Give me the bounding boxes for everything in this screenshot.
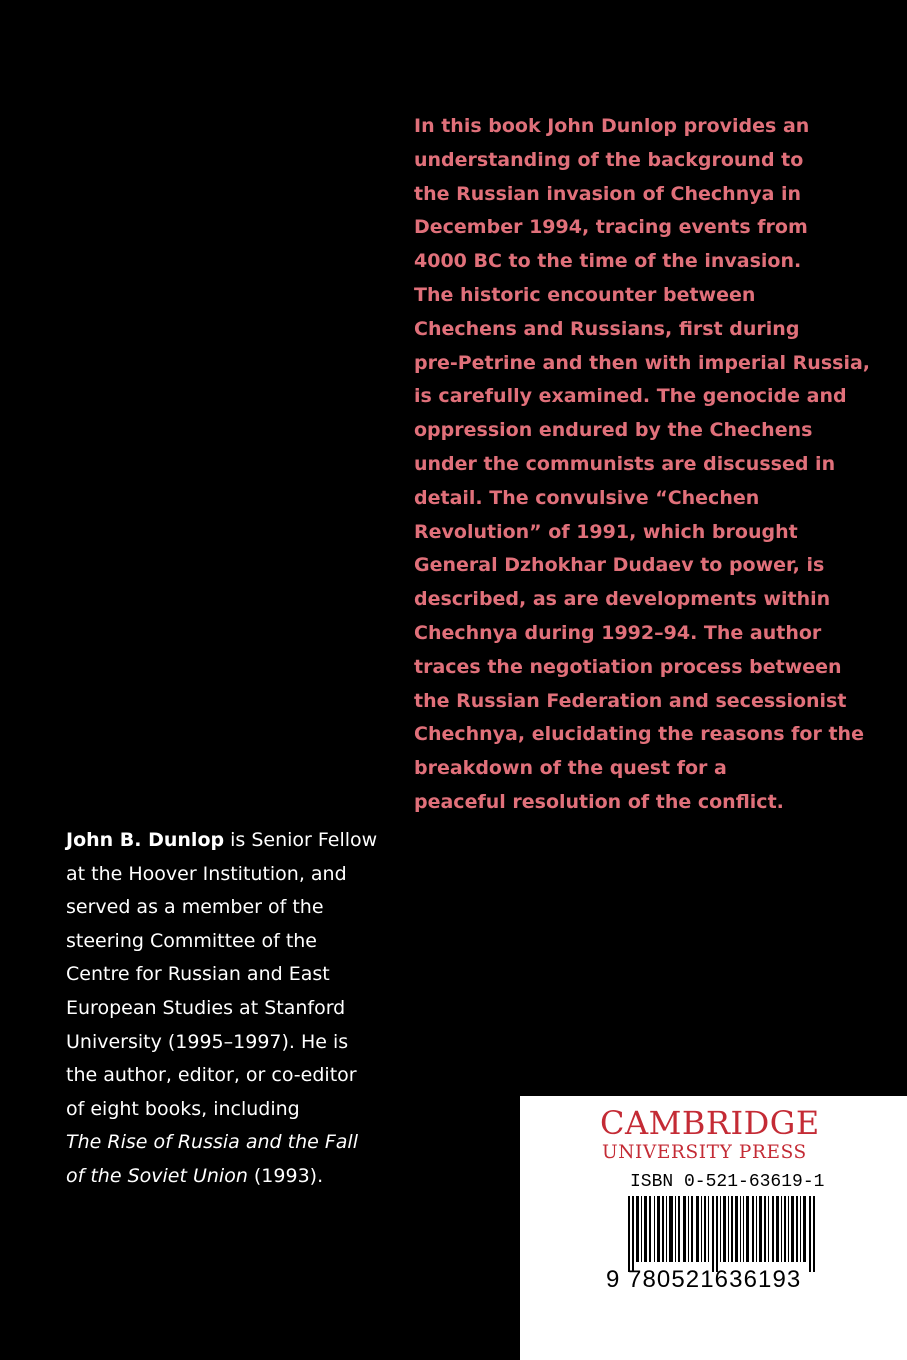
blurb-line: under the communists are discussed in bbox=[414, 452, 836, 475]
blurb-line: the Russian Federation and secessionist bbox=[414, 689, 847, 712]
publisher-name: CAMBRIDGE bbox=[600, 1104, 820, 1142]
bio-line: University (1995–1997). He is bbox=[66, 1030, 349, 1053]
blurb-line: pre-Petrine and then with imperial Russia, bbox=[414, 351, 870, 374]
bio-line: of eight books, including bbox=[66, 1097, 300, 1120]
barcode-first-digit: 9 bbox=[606, 1266, 620, 1293]
blurb-line: detail. The convulsive “Chechen bbox=[414, 486, 760, 509]
bio-line: the author, editor, or co-editor bbox=[66, 1064, 357, 1087]
blurb-line: Chechnya during 1992–94. The author bbox=[414, 621, 822, 644]
publisher-subname: UNIVERSITY PRESS bbox=[602, 1142, 807, 1163]
blurb-line: the Russian invasion of Chechnya in bbox=[414, 182, 802, 205]
barcode-digits: 780521636193 bbox=[628, 1266, 802, 1293]
barcode-icon bbox=[628, 1196, 816, 1272]
blurb-line: breakdown of the quest for a bbox=[414, 757, 727, 780]
isbn-label: ISBN 0-521-63619-1 bbox=[630, 1172, 825, 1192]
author-name: John B. Dunlop bbox=[66, 829, 225, 851]
bio-line: European Studies at Stanford bbox=[66, 996, 346, 1019]
bio-line bbox=[66, 824, 386, 858]
blurb-line: is carefully examined. The genocide and bbox=[414, 385, 847, 408]
book-title: The Rise of Russia and the Fall bbox=[66, 1131, 358, 1154]
book-year: (1993). bbox=[247, 1164, 324, 1187]
blurb-line: 4000 BC to the time of the invasion. bbox=[414, 250, 802, 273]
book-title-line bbox=[66, 1126, 386, 1160]
bio-line: steering Committee of the bbox=[66, 929, 317, 952]
back-cover-blurb bbox=[414, 110, 870, 820]
blurb-line: Chechnya, elucidating the reasons for the bbox=[414, 723, 864, 746]
author-bio bbox=[66, 824, 386, 1194]
bio-line: Centre for Russian and East bbox=[66, 963, 330, 986]
blurb-line: General Dzhokhar Dudaev to power, is bbox=[414, 554, 825, 577]
publisher-barcode-panel bbox=[520, 1096, 907, 1360]
blurb-line: December 1994, tracing events from bbox=[414, 216, 808, 239]
bio-line: served as a member of the bbox=[66, 896, 324, 919]
blurb-line: oppression endured by the Chechens bbox=[414, 419, 813, 442]
bio-line: at the Hoover Institution, and bbox=[66, 862, 347, 885]
bio-text: is Senior Fellow bbox=[224, 829, 378, 851]
barcode-number bbox=[606, 1266, 802, 1294]
blurb-line: peaceful resolution of the conflict. bbox=[414, 790, 784, 813]
blurb-line: In this book John Dunlop provides an bbox=[414, 115, 810, 137]
blurb-line: traces the negotiation process between bbox=[414, 655, 842, 678]
blurb-line: Revolution” of 1991, which brought bbox=[414, 520, 798, 543]
book-title-line bbox=[66, 1160, 386, 1194]
blurb-line: The historic encounter between bbox=[414, 283, 756, 306]
blurb-line: understanding of the background to bbox=[414, 148, 804, 171]
book-title: of the Soviet Union bbox=[66, 1164, 248, 1187]
blurb-line: described, as are developments within bbox=[414, 588, 831, 611]
blurb-line: Chechens and Russians, first during bbox=[414, 317, 800, 340]
